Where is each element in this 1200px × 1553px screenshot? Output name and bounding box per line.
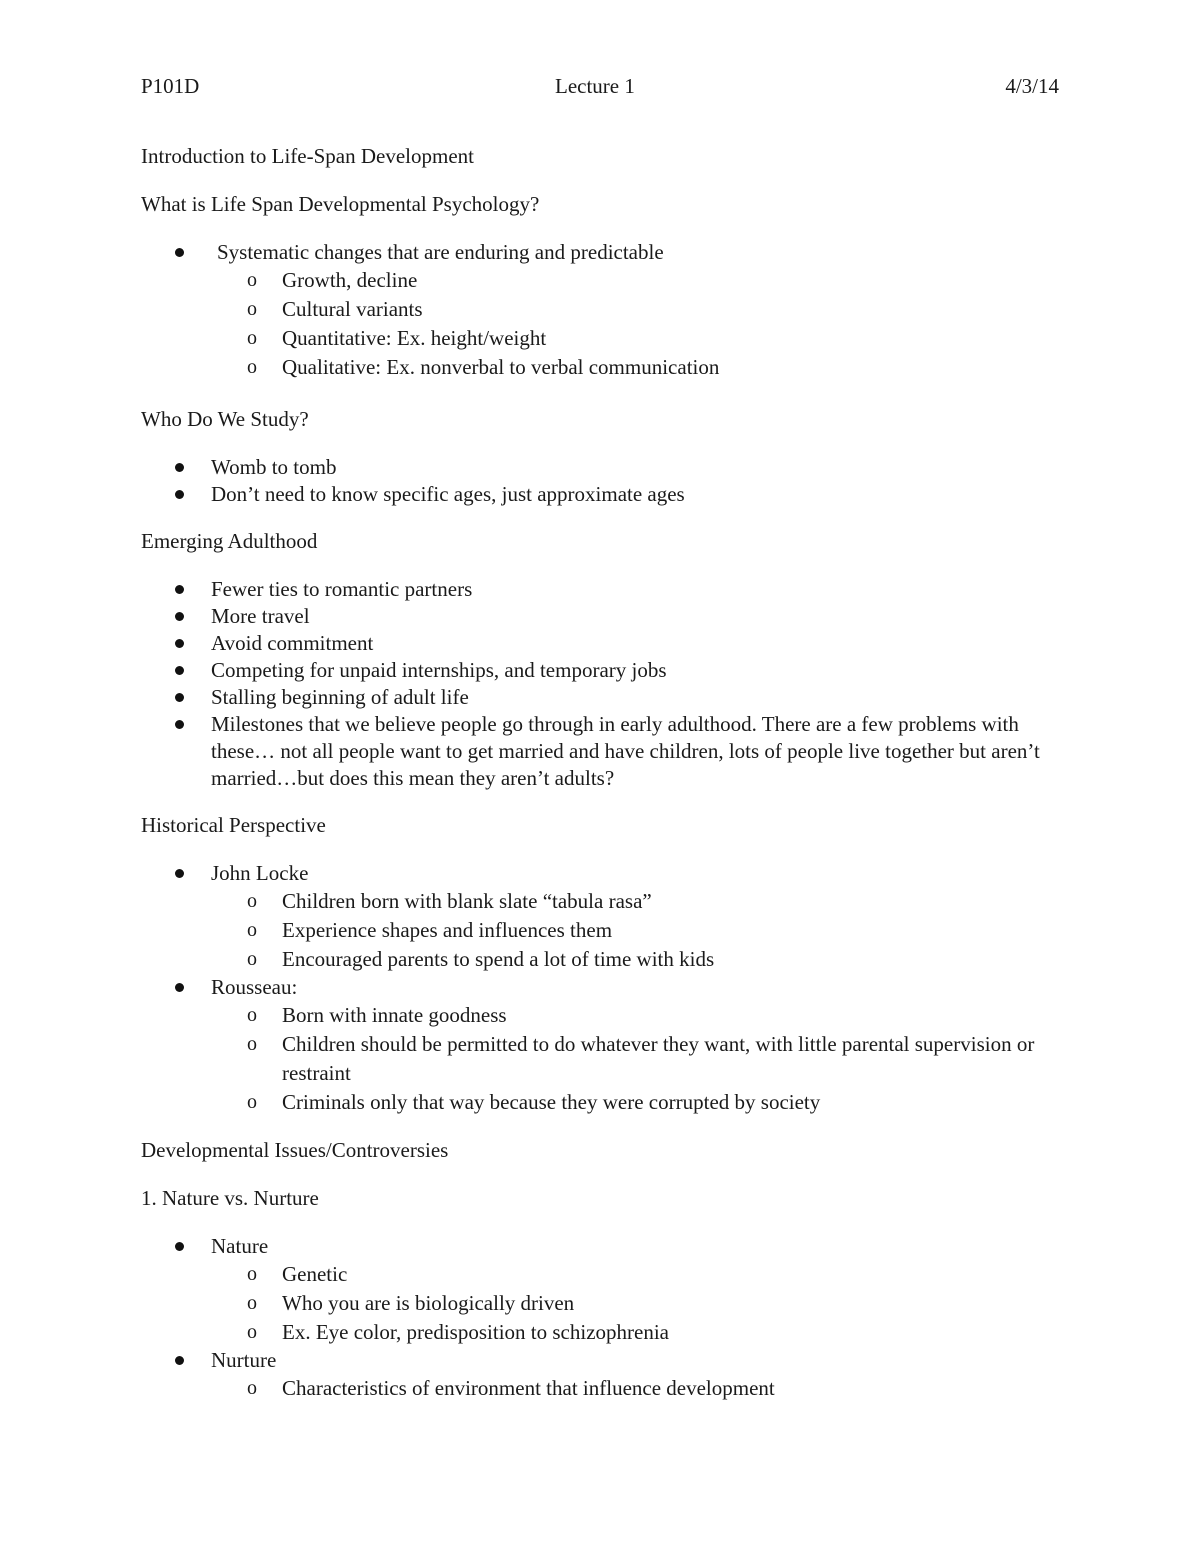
sub-list-item	[141, 353, 1061, 382]
sub-list-item	[141, 1001, 1061, 1030]
list-item-text: Rousseau:	[211, 975, 298, 999]
sub-list-item-text: Growth, decline	[282, 268, 418, 292]
section-heading-issues: Developmental Issues/Controversies	[141, 1138, 449, 1162]
bullet-icon	[175, 1356, 184, 1365]
circle-bullet-icon: o	[247, 1004, 257, 1026]
section-heading-emerging: Emerging Adulthood	[141, 529, 318, 553]
sub-list-item-text: Characteristics of environment that influence development	[282, 1376, 775, 1400]
bullet-icon	[175, 612, 184, 621]
sub-list-item-text: Born with innate goodness	[282, 1003, 507, 1027]
sub-list-item-text: Genetic	[282, 1262, 348, 1286]
list-item-text: Systematic changes that are enduring and predictable	[217, 240, 664, 264]
list-item-text: Nature	[211, 1234, 269, 1258]
document-body	[141, 143, 1061, 1403]
sub-list-item	[141, 295, 1061, 324]
sub-list-item-text: Children born with blank slate “tabula rasa”	[282, 889, 652, 913]
circle-bullet-icon: o	[247, 890, 257, 912]
bullet-list	[141, 1233, 1061, 1403]
sub-list-item-text: Who you are is biologically driven	[282, 1291, 575, 1315]
sub-list-item	[141, 324, 1061, 353]
bullet-icon	[175, 639, 184, 648]
bullet-icon	[175, 490, 184, 499]
sub-list-item	[141, 1374, 1061, 1403]
list-item-text: More travel	[211, 604, 310, 628]
circle-bullet-icon: o	[247, 298, 257, 320]
list-item-text: Womb to tomb	[211, 455, 337, 479]
sub-list-item	[141, 1260, 1061, 1289]
list-item	[141, 630, 1061, 657]
list-item	[141, 1347, 1061, 1374]
list-item-text: Fewer ties to romantic partners	[211, 577, 473, 601]
sub-list-item-text: Cultural variants	[282, 297, 423, 321]
sub-list-item	[141, 1030, 1061, 1088]
list-item-text: Stalling beginning of adult life	[211, 685, 469, 709]
list-item	[141, 974, 1061, 1001]
circle-bullet-icon: o	[247, 1263, 257, 1285]
list-item	[141, 1233, 1061, 1260]
sub-list-item	[141, 1318, 1061, 1347]
bullet-icon	[175, 463, 184, 472]
sub-list-item-text: Ex. Eye color, predisposition to schizophrenia	[282, 1320, 669, 1344]
list-item-text: Avoid commitment	[211, 631, 374, 655]
list-item	[141, 711, 1061, 792]
list-item-text: John Locke	[211, 861, 309, 885]
sub-heading-nature-nurture: 1. Nature vs. Nurture	[141, 1186, 319, 1210]
circle-bullet-icon: o	[247, 1033, 257, 1055]
document-title: Introduction to Life-Span Development	[141, 144, 474, 168]
circle-bullet-icon: o	[247, 1321, 257, 1343]
page-header	[141, 74, 1059, 100]
bullet-icon	[175, 720, 184, 729]
list-item-text: Nurture	[211, 1348, 277, 1372]
sub-list-item-text: Criminals only that way because they were corrupted by society	[282, 1090, 821, 1114]
sub-list-item	[141, 266, 1061, 295]
bullet-list	[141, 860, 1061, 1117]
sub-list-item-text: Qualitative: Ex. nonverbal to verbal communication	[282, 355, 720, 379]
sub-list-item	[141, 887, 1061, 916]
bullet-icon	[175, 693, 184, 702]
bullet-icon	[175, 248, 184, 257]
bullet-icon	[175, 983, 184, 992]
list-item	[141, 860, 1061, 887]
circle-bullet-icon: o	[247, 1292, 257, 1314]
section-heading-who: Who Do We Study?	[141, 407, 309, 431]
list-item	[141, 454, 1061, 481]
list-item-text: Milestones that we believe people go through in early adulthood. There are a few problems with these… not all people want to get married and have children, lots of people live together but aren’t married…but does this mean they aren’t adults?	[211, 712, 1040, 790]
circle-bullet-icon: o	[247, 1091, 257, 1113]
list-item	[141, 603, 1061, 630]
circle-bullet-icon: o	[247, 327, 257, 349]
lecture-label: Lecture 1	[555, 74, 635, 98]
list-item	[141, 684, 1061, 711]
list-item	[141, 239, 1061, 266]
sub-list-item-text: Quantitative: Ex. height/weight	[282, 326, 547, 350]
bullet-list	[141, 454, 1061, 508]
bullet-icon	[175, 585, 184, 594]
sub-list-item-text: Encouraged parents to spend a lot of time with kids	[282, 947, 715, 971]
list-item	[141, 481, 1061, 508]
circle-bullet-icon: o	[247, 1377, 257, 1399]
sub-list-item-text: Children should be permitted to do whatever they want, with little parental supervision or restraint	[282, 1032, 1035, 1085]
sub-list-item	[141, 1289, 1061, 1318]
bullet-icon	[175, 869, 184, 878]
section-heading-what-is: What is Life Span Developmental Psychology?	[141, 192, 540, 216]
circle-bullet-icon: o	[247, 919, 257, 941]
list-item-text: Don’t need to know specific ages, just approximate ages	[211, 482, 685, 506]
list-item-text: Competing for unpaid internships, and temporary jobs	[211, 658, 667, 682]
sub-list-item-text: Experience shapes and influences them	[282, 918, 613, 942]
course-code: P101D	[141, 74, 200, 98]
bullet-icon	[175, 666, 184, 675]
lecture-date: 4/3/14	[1005, 74, 1059, 98]
section-heading-historical: Historical Perspective	[141, 813, 326, 837]
sub-list-item	[141, 1088, 1061, 1117]
bullet-list	[141, 239, 1061, 382]
list-item	[141, 657, 1061, 684]
sub-list-item	[141, 945, 1061, 974]
bullet-icon	[175, 1242, 184, 1251]
list-item	[141, 576, 1061, 603]
circle-bullet-icon: o	[247, 948, 257, 970]
bullet-list	[141, 576, 1061, 792]
sub-list-item	[141, 916, 1061, 945]
circle-bullet-icon: o	[247, 356, 257, 378]
circle-bullet-icon: o	[247, 269, 257, 291]
